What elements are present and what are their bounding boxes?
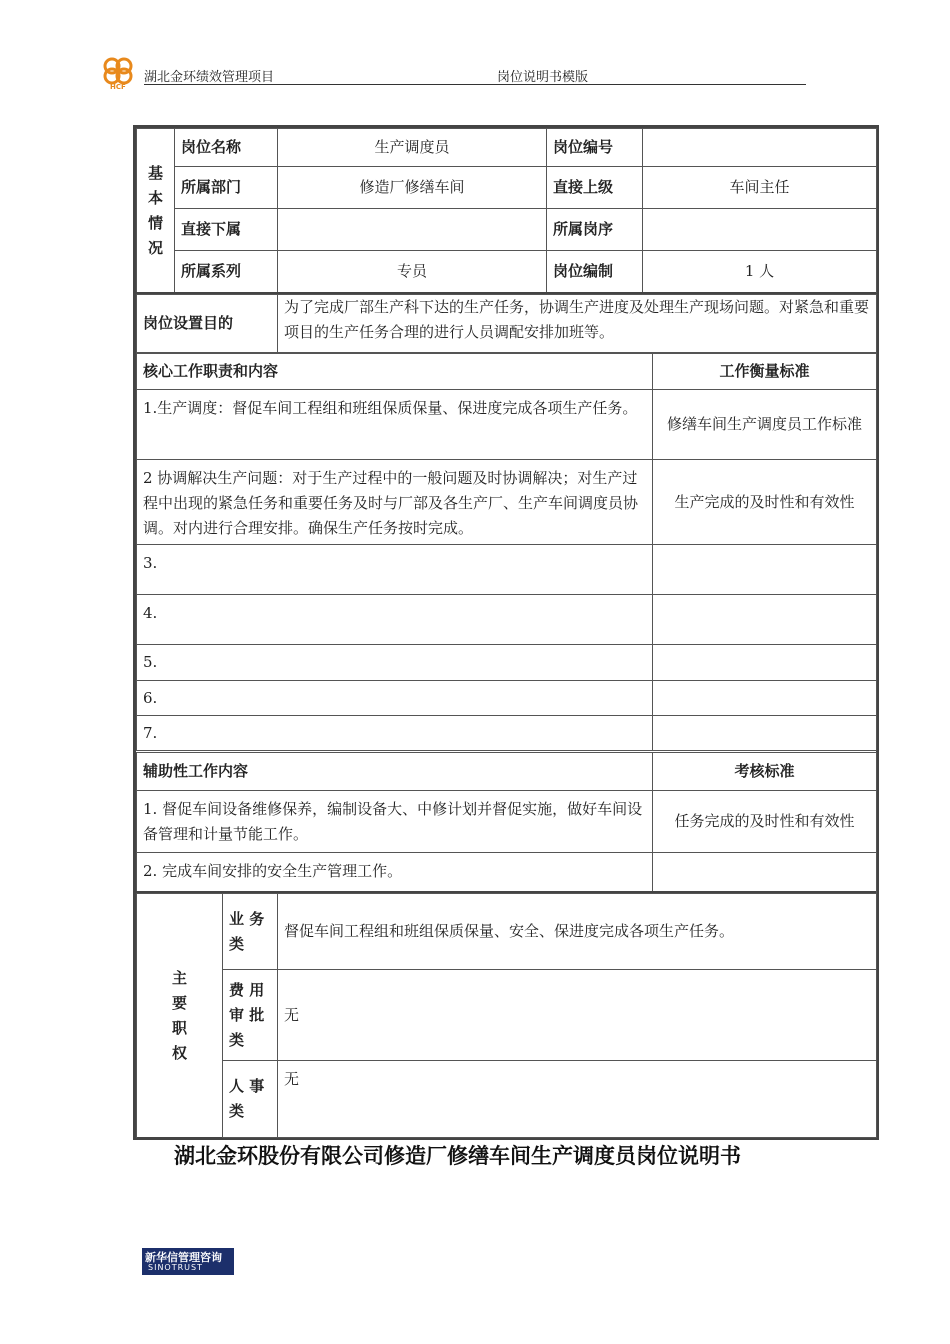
core-duty-2: 2 协调解决生产问题：对于生产过程中的一般问题及时协调解决；对生产过程中出现的紧急任务和重要任务及时与厂部及各生产厂、生产车间调度员协调。对内进行合理安排。确保生产任务按时完成。 <box>137 460 653 545</box>
value-supervisor: 车间主任 <box>643 167 877 209</box>
label-series: 所属系列 <box>175 251 278 293</box>
authority-table <box>136 893 877 1138</box>
label-position-order: 所属岗序 <box>547 209 643 251</box>
authority-label-business: 业 务 类 <box>223 894 278 970</box>
core-standard-2: 生产完成的及时性和有效性 <box>653 460 877 545</box>
basic-info-table <box>136 128 877 293</box>
core-header-right: 工作衡量标准 <box>653 354 877 390</box>
label-position-name: 岗位名称 <box>175 129 278 167</box>
value-position-name: 生产调度员 <box>278 129 547 167</box>
core-standard-1: 修缮车间生产调度员工作标准 <box>653 390 877 460</box>
authority-text-business: 督促车间工程组和班组保质保量、安全、保进度完成各项生产任务。 <box>278 894 877 970</box>
header-template-name: 岗位说明书模版 <box>497 70 589 85</box>
value-position-id <box>643 129 877 167</box>
label-supervisor: 直接上级 <box>547 167 643 209</box>
authority-label-personnel: 人 事 类 <box>223 1061 278 1138</box>
core-duty-3: 3. <box>137 545 653 595</box>
aux-duty-2: 2. 完成车间安排的安全生产管理工作。 <box>137 853 653 893</box>
value-subordinates <box>278 209 547 251</box>
label-headcount: 岗位编制 <box>547 251 643 293</box>
core-duties-table <box>136 353 877 751</box>
core-header-left: 核心工作职责和内容 <box>137 354 653 390</box>
core-duty-1: 1.生产调度：督促车间工程组和班组保质保量、保进度完成各项生产任务。 <box>137 390 653 460</box>
value-series: 专员 <box>278 251 547 293</box>
core-duty-5: 5. <box>137 645 653 681</box>
basic-section-label: 基 本 情 况 <box>137 129 175 293</box>
core-duty-4: 4. <box>137 595 653 645</box>
core-standard-6 <box>653 681 877 716</box>
company-logo <box>100 54 138 90</box>
authority-text-personnel: 无 <box>278 1061 877 1138</box>
value-position-order <box>643 209 877 251</box>
label-department: 所属部门 <box>175 167 278 209</box>
authority-section-label: 主 要 职 权 <box>137 894 223 1138</box>
core-duty-6: 6. <box>137 681 653 716</box>
core-standard-4 <box>653 595 877 645</box>
value-department: 修造厂修缮车间 <box>278 167 547 209</box>
header-divider <box>144 84 806 85</box>
purpose-text: 为了完成厂部生产科下达的生产任务，协调生产进度及处理生产现场问题。对紧急和重要项目的生产任务合理的进行人员调配安排加班等。 <box>278 295 877 353</box>
aux-duty-1: 1. 督促车间设备维修保养，编制设备大、中修计划并督促实施，做好车间设备管理和计量节能工作。 <box>137 791 653 853</box>
core-standard-7 <box>653 716 877 751</box>
authority-text-expense: 无 <box>278 970 877 1061</box>
purpose-table <box>136 294 877 353</box>
header-project-name: 湖北金环绩效管理项目 <box>144 70 275 85</box>
label-position-id: 岗位编号 <box>547 129 643 167</box>
consultancy-logo: 新华信管理咨询 SINOTRUST <box>142 1248 234 1275</box>
aux-standard-2 <box>653 853 877 893</box>
authority-label-expense: 费 用 审 批 类 <box>223 970 278 1061</box>
aux-duties-table <box>136 752 877 893</box>
document-title: 湖北金环股份有限公司修造厂修缮车间生产调度员岗位说明书 <box>174 1144 741 1168</box>
aux-standard-1: 任务完成的及时性和有效性 <box>653 791 877 853</box>
aux-header-right: 考核标准 <box>653 753 877 791</box>
value-headcount: 1 人 <box>643 251 877 293</box>
aux-header-left: 辅助性工作内容 <box>137 753 653 791</box>
core-duty-7: 7. <box>137 716 653 751</box>
core-standard-5 <box>653 645 877 681</box>
svg-text:HCF: HCF <box>110 83 126 90</box>
core-standard-3 <box>653 545 877 595</box>
label-subordinates: 直接下属 <box>175 209 278 251</box>
purpose-label: 岗位设置目的 <box>137 295 278 353</box>
